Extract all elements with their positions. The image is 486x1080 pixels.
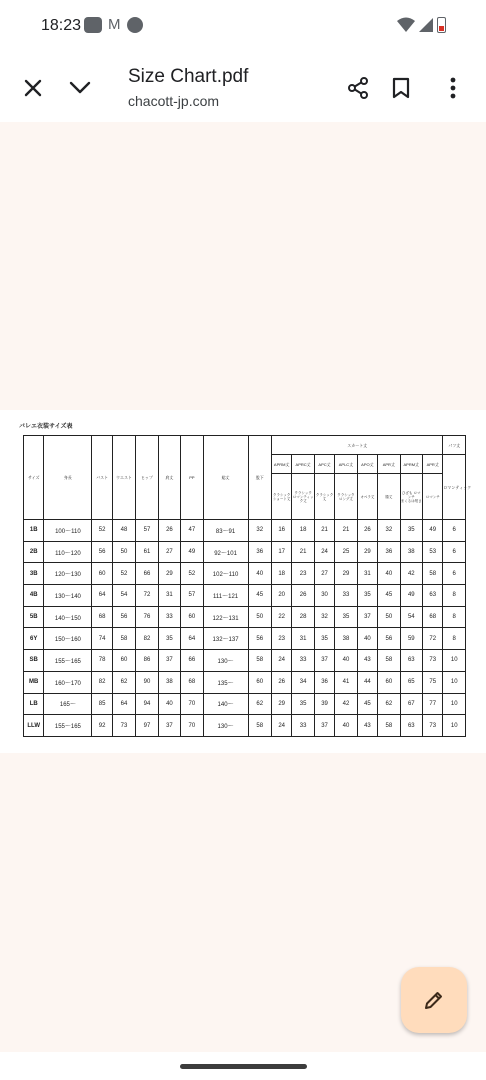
status-time: 18:23: [41, 17, 82, 34]
table-cell: 45: [378, 585, 400, 607]
table-cell: 76: [136, 606, 158, 628]
table-cell: 60: [112, 650, 135, 672]
size-label-cell: LB: [24, 693, 44, 715]
table-row: [24, 650, 466, 672]
table-cell: 33: [292, 715, 314, 737]
table-cell: 35: [335, 606, 357, 628]
edit-pencil-icon: [423, 989, 445, 1011]
table-cell: 68: [181, 671, 203, 693]
table-cell: 65: [400, 671, 422, 693]
header-bust: バスト: [92, 436, 112, 520]
notification-dot-icon: [127, 17, 143, 33]
table-cell: 74: [92, 628, 112, 650]
table-cell: 50: [248, 606, 271, 628]
table-cell: 73: [423, 650, 443, 672]
header-skirt-sub: ロマンチ: [423, 474, 443, 520]
table-row: [24, 541, 466, 563]
pdf-page[interactable]: [0, 410, 486, 753]
table-cell: 58: [248, 715, 271, 737]
table-cell: 26: [158, 520, 180, 542]
size-label-cell: 4B: [24, 585, 44, 607]
table-cell: 140〜150: [44, 606, 92, 628]
table-cell: 40: [378, 563, 400, 585]
table-cell: 21: [314, 520, 334, 542]
table-cell: 30: [314, 585, 334, 607]
table-cell: 66: [136, 563, 158, 585]
gmail-icon: M: [108, 16, 121, 33]
table-cell: 120〜130: [44, 563, 92, 585]
pdf-viewer[interactable]: [0, 122, 486, 1052]
size-label-cell: MB: [24, 671, 44, 693]
header-height: 身長: [44, 436, 92, 520]
table-cell: 40: [158, 693, 180, 715]
table-cell: 49: [423, 520, 443, 542]
table-cell: 130〜: [203, 715, 248, 737]
table-cell: 60: [92, 563, 112, 585]
table-cell: 52: [181, 563, 203, 585]
table-cell: 130〜140: [44, 585, 92, 607]
more-options-button[interactable]: [433, 68, 473, 108]
table-cell: 57: [181, 585, 203, 607]
table-cell: 40: [357, 628, 377, 650]
table-cell: 10: [443, 715, 466, 737]
table-cell: 16: [271, 520, 291, 542]
table-cell: 52: [112, 563, 135, 585]
header-tutu-sub: ロマンティック: [443, 455, 466, 520]
table-cell: 72: [136, 585, 158, 607]
chevron-down-icon: [69, 81, 91, 95]
table-cell: 90: [136, 671, 158, 693]
table-cell: 155〜165: [44, 715, 92, 737]
header-tutu-group: パフ丈: [443, 436, 466, 455]
table-cell: 36: [314, 671, 334, 693]
table-cell: 62: [378, 693, 400, 715]
document-source: chacott-jp.com: [128, 93, 220, 109]
wifi-icon: [397, 17, 415, 33]
table-cell: 56: [112, 606, 135, 628]
header-skirt-sub: オペラ丈: [357, 474, 377, 520]
table-cell: 50: [378, 606, 400, 628]
table-cell: 94: [136, 693, 158, 715]
close-icon: [24, 79, 42, 97]
status-left-icons: [84, 17, 143, 33]
table-cell: 34: [292, 671, 314, 693]
table-cell: 6: [443, 520, 466, 542]
table-cell: 77: [423, 693, 443, 715]
gesture-nav-bar: [0, 1052, 486, 1080]
table-cell: 122〜131: [203, 606, 248, 628]
table-cell: 35: [158, 628, 180, 650]
table-cell: 29: [158, 563, 180, 585]
table-cell: 37: [314, 650, 334, 672]
size-label-cell: 5B: [24, 606, 44, 628]
table-cell: 29: [357, 541, 377, 563]
table-cell: 78: [92, 650, 112, 672]
table-cell: 24: [314, 541, 334, 563]
table-cell: 6: [443, 563, 466, 585]
table-cell: 135〜: [203, 671, 248, 693]
header-skirt-col: APRM丈: [400, 455, 422, 474]
table-cell: 41: [335, 671, 357, 693]
bookmark-icon: [392, 77, 410, 99]
table-cell: 20: [271, 585, 291, 607]
battery-low-icon: [437, 17, 446, 33]
size-label-cell: SB: [24, 650, 44, 672]
table-cell: 68: [92, 606, 112, 628]
table-cell: 63: [400, 715, 422, 737]
app-bar: [0, 54, 486, 122]
home-gesture-handle[interactable]: [180, 1064, 307, 1069]
table-cell: 66: [181, 650, 203, 672]
table-cell: 86: [136, 650, 158, 672]
table-cell: 29: [335, 563, 357, 585]
table-cell: 54: [400, 606, 422, 628]
table-cell: 40: [248, 563, 271, 585]
table-cell: 27: [314, 563, 334, 585]
table-cell: 42: [335, 693, 357, 715]
header-skirt-sub-text: ひざも ロマンチ: [402, 490, 421, 499]
table-cell: 150〜160: [44, 628, 92, 650]
table-cell: 42: [400, 563, 422, 585]
table-cell: 32: [248, 520, 271, 542]
page-caption: バレエ衣装サイズ表: [19, 424, 73, 430]
table-cell: 31: [357, 563, 377, 585]
table-cell: 8: [443, 585, 466, 607]
table-cell: 62: [248, 693, 271, 715]
table-cell: 68: [423, 606, 443, 628]
table-cell: 155〜165: [44, 650, 92, 672]
table-cell: 37: [314, 715, 334, 737]
table-cell: 75: [423, 671, 443, 693]
table-cell: 35: [400, 520, 422, 542]
table-cell: 32: [378, 520, 400, 542]
table-cell: 31: [292, 628, 314, 650]
table-cell: 73: [112, 715, 135, 737]
table-cell: 43: [357, 650, 377, 672]
table-cell: 40: [335, 650, 357, 672]
header-skirt-group: スカート丈: [271, 436, 442, 455]
table-cell: 10: [443, 693, 466, 715]
table-cell: 25: [335, 541, 357, 563]
share-button[interactable]: [338, 68, 378, 108]
table-cell: 160〜170: [44, 671, 92, 693]
table-cell: 63: [400, 650, 422, 672]
table-cell: 26: [292, 585, 314, 607]
table-cell: 67: [400, 693, 422, 715]
header-skirt-sub: 膝丈: [378, 474, 400, 520]
table-cell: 64: [92, 585, 112, 607]
table-row: [24, 606, 466, 628]
header-skirt-sub-extra: まくるは短さ: [400, 498, 422, 503]
table-cell: 37: [158, 715, 180, 737]
table-cell: 57: [136, 520, 158, 542]
table-cell: 58: [248, 650, 271, 672]
header-skirt-col: APR丈: [423, 455, 443, 474]
table-cell: 38: [400, 541, 422, 563]
table-cell: 58: [423, 563, 443, 585]
table-cell: 60: [181, 606, 203, 628]
table-cell: 21: [335, 520, 357, 542]
size-label-cell: LLW: [24, 715, 44, 737]
status-bar: [0, 0, 486, 54]
table-row: [24, 715, 466, 737]
table-cell: 49: [400, 585, 422, 607]
table-row: [24, 693, 466, 715]
table-cell: 58: [112, 628, 135, 650]
table-cell: 140〜: [203, 693, 248, 715]
table-cell: 32: [314, 606, 334, 628]
table-cell: 24: [271, 715, 291, 737]
table-cell: 111〜121: [203, 585, 248, 607]
table-cell: 61: [136, 541, 158, 563]
header-skirt-sub: [400, 474, 422, 520]
table-cell: 6: [443, 541, 466, 563]
document-title: Size Chart.pdf: [128, 66, 249, 87]
header-col5: 肩丈: [158, 436, 180, 520]
table-cell: 31: [158, 585, 180, 607]
table-cell: 70: [181, 693, 203, 715]
table-cell: 23: [271, 628, 291, 650]
table-cell: 60: [378, 671, 400, 693]
table-cell: 33: [292, 650, 314, 672]
table-cell: 35: [357, 585, 377, 607]
photos-icon: [84, 17, 102, 33]
table-row: [24, 563, 466, 585]
table-cell: 37: [158, 650, 180, 672]
table-cell: 27: [158, 541, 180, 563]
table-cell: 110〜120: [44, 541, 92, 563]
edit-fab-button[interactable]: [401, 967, 467, 1033]
table-cell: 97: [136, 715, 158, 737]
expand-button[interactable]: [60, 68, 100, 108]
table-cell: 23: [292, 563, 314, 585]
table-cell: 39: [314, 693, 334, 715]
header-skirt-col: APR丈: [378, 455, 400, 474]
table-cell: 38: [335, 628, 357, 650]
size-label-cell: 3B: [24, 563, 44, 585]
table-cell: 33: [335, 585, 357, 607]
table-cell: 58: [378, 715, 400, 737]
header-total-length: 総丈: [203, 436, 248, 520]
table-cell: 43: [357, 715, 377, 737]
table-cell: 100〜110: [44, 520, 92, 542]
table-cell: 52: [92, 520, 112, 542]
table-cell: 33: [158, 606, 180, 628]
table-cell: 53: [423, 541, 443, 563]
size-label-cell: 6Y: [24, 628, 44, 650]
table-cell: 18: [292, 520, 314, 542]
table-cell: 35: [292, 693, 314, 715]
table-cell: 64: [181, 628, 203, 650]
header-skirt-sub: クラシック ロング丈: [335, 474, 357, 520]
status-right-icons: [397, 17, 446, 33]
table-cell: 70: [181, 715, 203, 737]
table-cell: 18: [271, 563, 291, 585]
table-cell: 35: [314, 628, 334, 650]
table-row: [24, 671, 466, 693]
header-skirt-col: APO丈: [357, 455, 377, 474]
table-cell: 45: [248, 585, 271, 607]
table-cell: 82: [92, 671, 112, 693]
table-cell: 92〜101: [203, 541, 248, 563]
bookmark-button[interactable]: [381, 68, 421, 108]
table-cell: 29: [271, 693, 291, 715]
table-cell: 62: [112, 671, 135, 693]
table-cell: 8: [443, 606, 466, 628]
header-skirt-col: APC丈: [314, 455, 334, 474]
header-inseam: 股下: [248, 436, 271, 520]
table-cell: 45: [357, 693, 377, 715]
table-cell: 56: [248, 628, 271, 650]
header-hip: ヒップ: [136, 436, 158, 520]
table-cell: 50: [112, 541, 135, 563]
table-cell: 36: [378, 541, 400, 563]
close-button[interactable]: [13, 68, 53, 108]
header-waist: ウエスト: [112, 436, 135, 520]
table-cell: 83〜91: [203, 520, 248, 542]
table-cell: 58: [378, 650, 400, 672]
table-cell: 21: [292, 541, 314, 563]
size-label-cell: 1B: [24, 520, 44, 542]
header-skirt-col: APRM丈: [271, 455, 291, 474]
table-cell: 56: [378, 628, 400, 650]
table-cell: 28: [292, 606, 314, 628]
table-cell: 132〜137: [203, 628, 248, 650]
table-cell: 63: [423, 585, 443, 607]
header-pp: PP: [181, 436, 203, 520]
header-skirt-col: APRC丈: [292, 455, 314, 474]
table-cell: 49: [181, 541, 203, 563]
table-cell: 10: [443, 671, 466, 693]
table-cell: 26: [357, 520, 377, 542]
table-cell: 165〜: [44, 693, 92, 715]
table-row: [24, 585, 466, 607]
more-vert-icon: [450, 77, 456, 99]
cell-signal-icon: [419, 17, 433, 33]
table-cell: 37: [357, 606, 377, 628]
table-cell: 73: [423, 715, 443, 737]
size-rows: [24, 520, 466, 737]
table-cell: 22: [271, 606, 291, 628]
table-cell: 26: [271, 671, 291, 693]
table-cell: 59: [400, 628, 422, 650]
table-cell: 40: [335, 715, 357, 737]
table-cell: 36: [248, 541, 271, 563]
table-row: [24, 520, 466, 542]
table-cell: 64: [112, 693, 135, 715]
table-cell: 17: [271, 541, 291, 563]
table-cell: 38: [158, 671, 180, 693]
table-cell: 8: [443, 628, 466, 650]
table-cell: 102〜110: [203, 563, 248, 585]
table-cell: 56: [92, 541, 112, 563]
table-cell: 24: [271, 650, 291, 672]
table-cell: 130〜: [203, 650, 248, 672]
size-label-cell: 2B: [24, 541, 44, 563]
share-icon: [346, 76, 370, 100]
table-cell: 85: [92, 693, 112, 715]
header-skirt-sub: クラシック丈: [314, 474, 334, 520]
header-skirt-col: APLC丈: [335, 455, 357, 474]
table-cell: 60: [248, 671, 271, 693]
table-cell: 10: [443, 650, 466, 672]
table-row: [24, 628, 466, 650]
table-cell: 48: [112, 520, 135, 542]
header-size: サイズ: [24, 436, 44, 520]
table-cell: 44: [357, 671, 377, 693]
size-chart-table: [23, 435, 472, 737]
table-cell: 82: [136, 628, 158, 650]
table-cell: 92: [92, 715, 112, 737]
header-skirt-sub: クラシック ショート丈: [271, 474, 291, 520]
header-skirt-sub: クラシック ロマンティック丈: [292, 474, 314, 520]
table-cell: 54: [112, 585, 135, 607]
table-cell: 72: [423, 628, 443, 650]
table-cell: 47: [181, 520, 203, 542]
